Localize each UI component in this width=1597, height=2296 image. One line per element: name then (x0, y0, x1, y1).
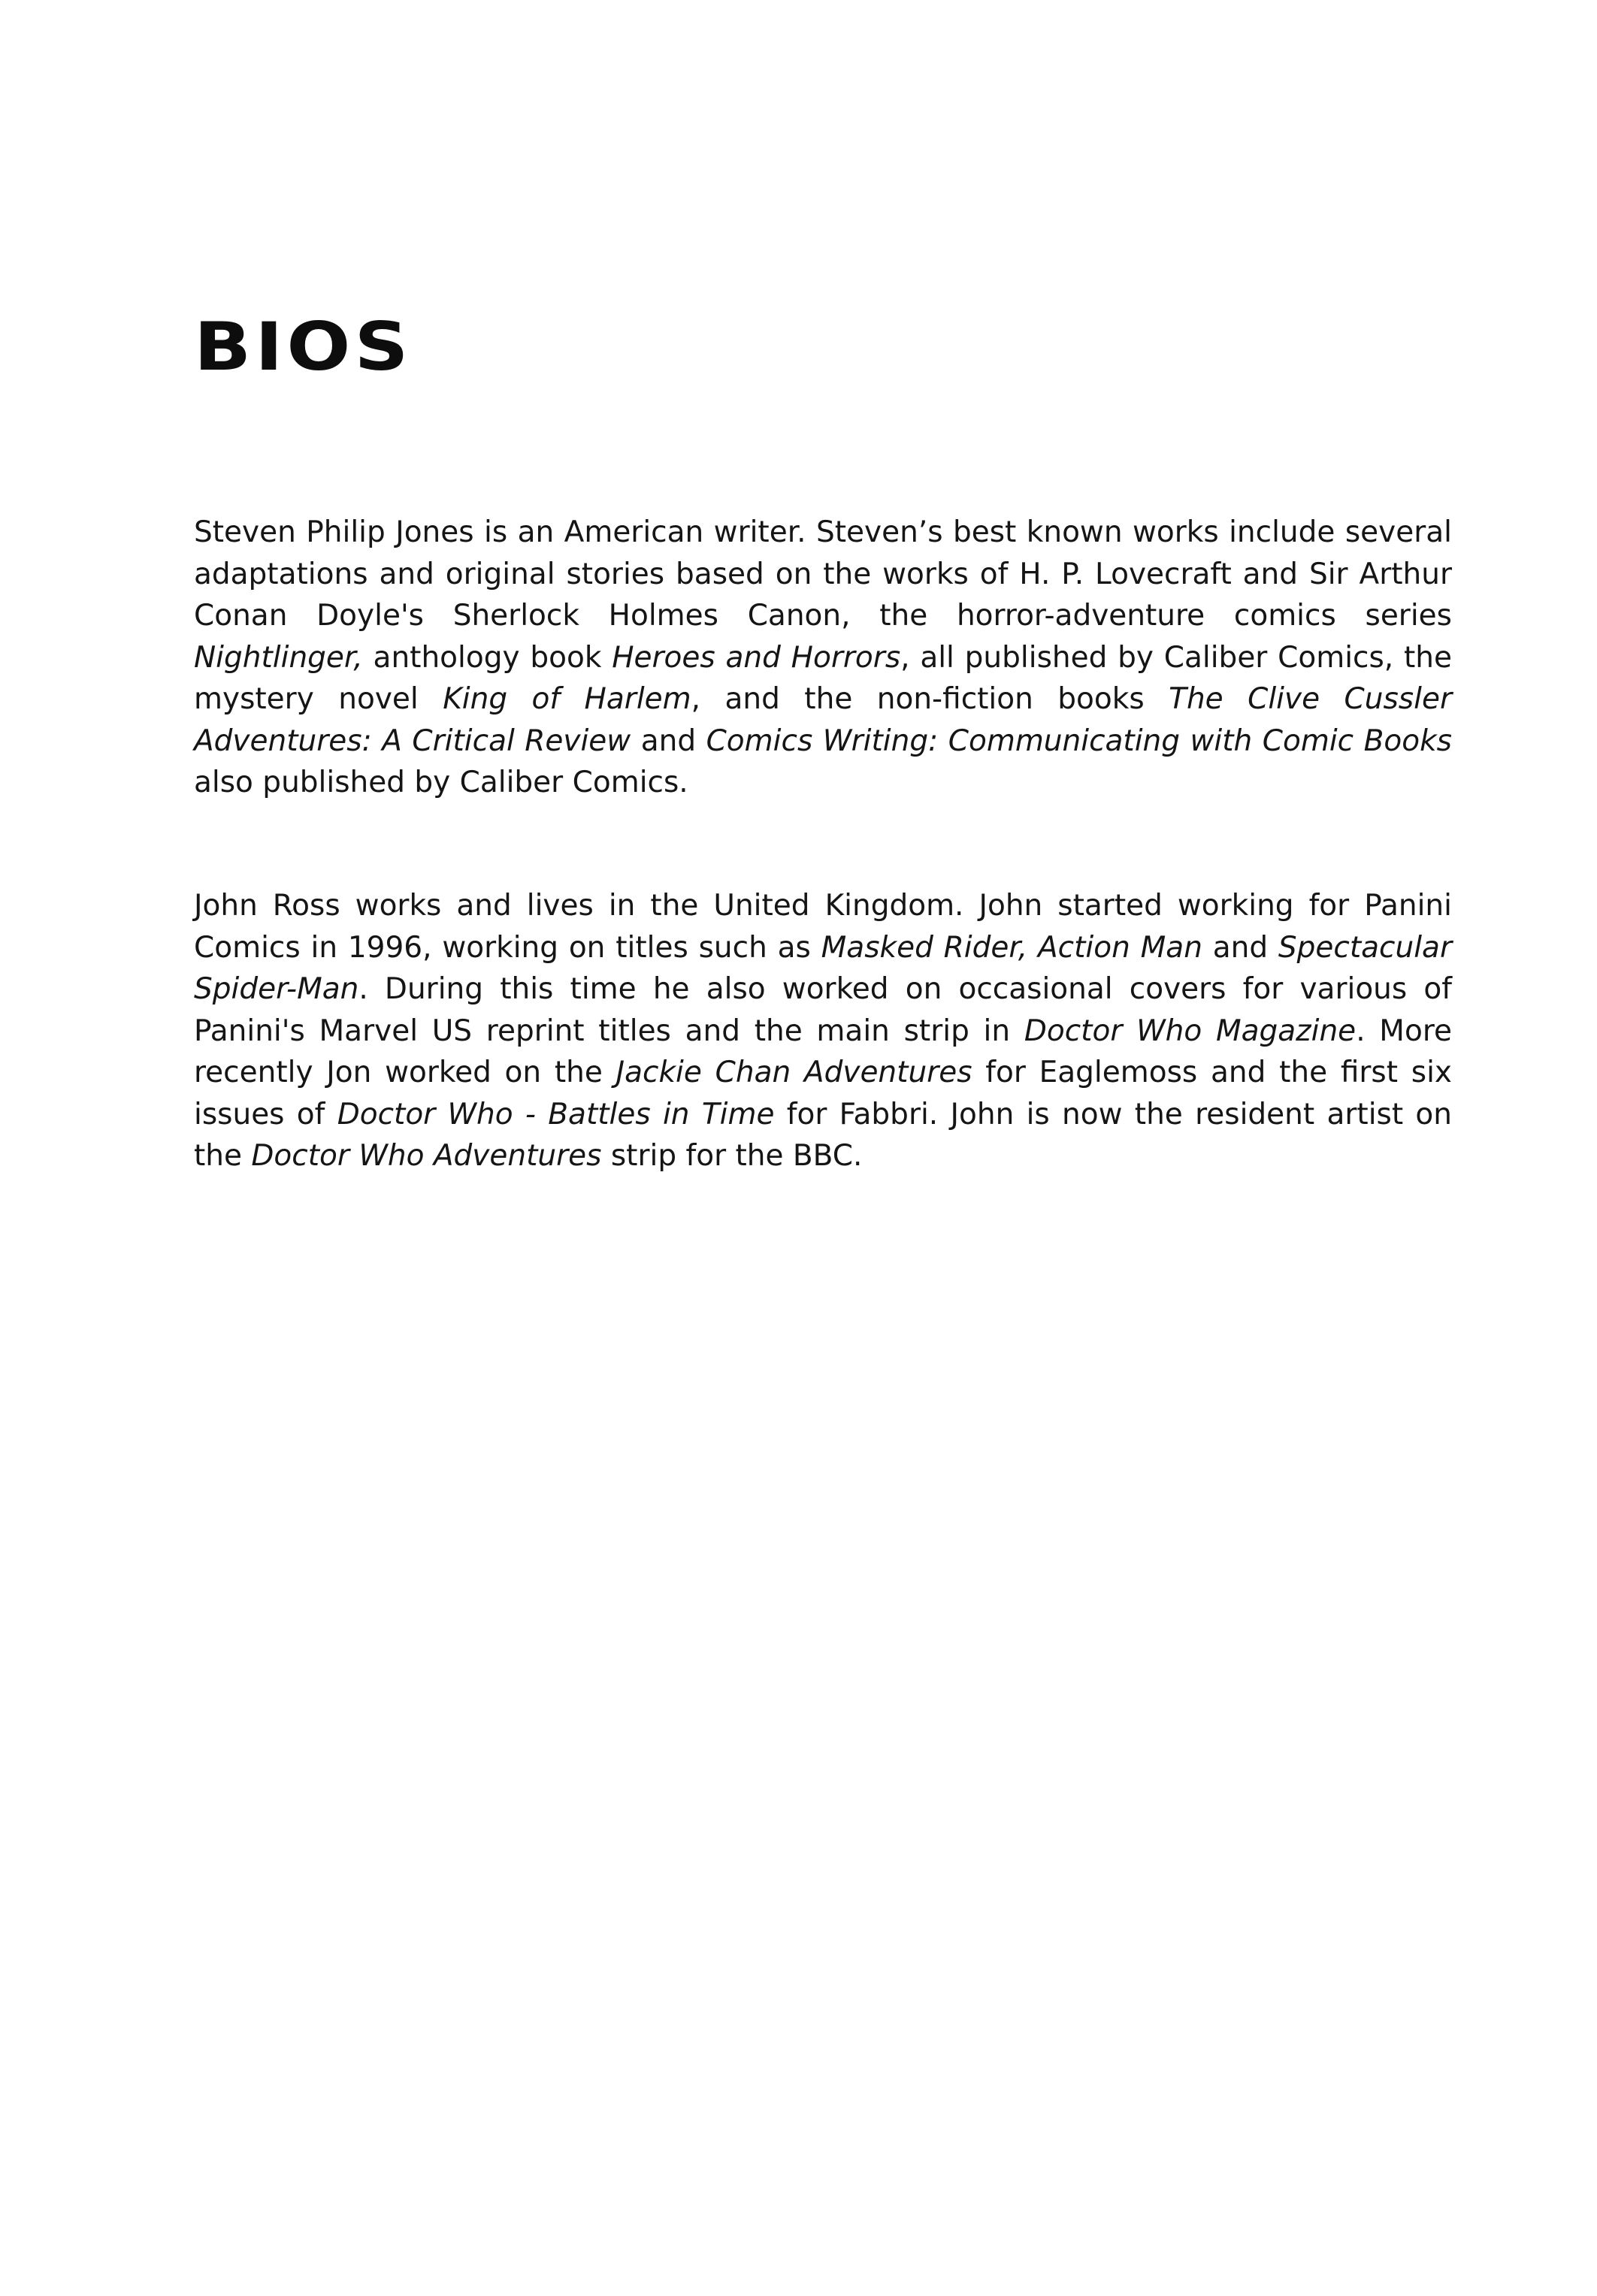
bio-text-segment: and (1202, 930, 1278, 965)
bio-title-italic: Heroes and Horrors (612, 640, 901, 675)
bio-title-italic: Nightlinger, (194, 640, 363, 675)
bio-john-ross (194, 885, 1452, 1177)
page-title: BIOS (194, 308, 413, 386)
bio-title-italic: Doctor Who - Battles in Time (337, 1097, 775, 1131)
bio-text-segment: . More recently Jon worked on the (194, 1014, 1452, 1089)
bio-title-italic: Comics Writing: Communicating with Comic Books (706, 724, 1452, 758)
bio-title-italic: Doctor Who Magazine (1024, 1014, 1357, 1048)
bio-text-segment: strip for the BBC. (601, 1139, 863, 1173)
bio-title-italic: Doctor Who Adventures (251, 1139, 602, 1173)
bio-text-segment: for Fabbri. John is now the resident artist on the (194, 1097, 1453, 1173)
bio-text-segment: , and the non-fiction books (691, 682, 1169, 716)
bio-title-italic: Jackie Chan Adventures (616, 1056, 972, 1089)
bio-text-segment: John Ross works and lives in the United Kingdom. John started working for Panini Comics in 1996, working on titles such as (194, 889, 1452, 965)
bio-text-segment: for Eaglemoss and the first six issues of (194, 1056, 1452, 1131)
bio-steven-philip-jones (194, 512, 1452, 804)
bio-text-segment: and (631, 724, 706, 758)
bio-title-italic: Spectacular Spider-Man (194, 930, 1452, 1006)
bio-text-segment: , all published by Caliber Comics, the mystery novel (194, 640, 1452, 716)
bio-text-segment: Steven Philip Jones is an American writer. Steven’s best known works include several adaptations and original stories based on the works of H. P. Lovecraft and Sir Arthur Conan Doyle's Sherlock Holmes Canon, the horror-adventure comics series (194, 515, 1452, 633)
bio-text-segment: . During this time he also worked on occasional covers for various of Panini's Marvel US reprint titles and the main strip in (194, 972, 1452, 1048)
bio-title-italic: King of Harlem (443, 682, 691, 716)
bio-text-segment: anthology book (362, 640, 612, 675)
bio-title-italic: The Clive Cussler Adventures: A Critical Review (194, 682, 1452, 758)
bio-title-italic: Masked Rider, Action Man (821, 930, 1202, 965)
bio-text-segment: also published by Caliber Comics. (194, 766, 688, 799)
